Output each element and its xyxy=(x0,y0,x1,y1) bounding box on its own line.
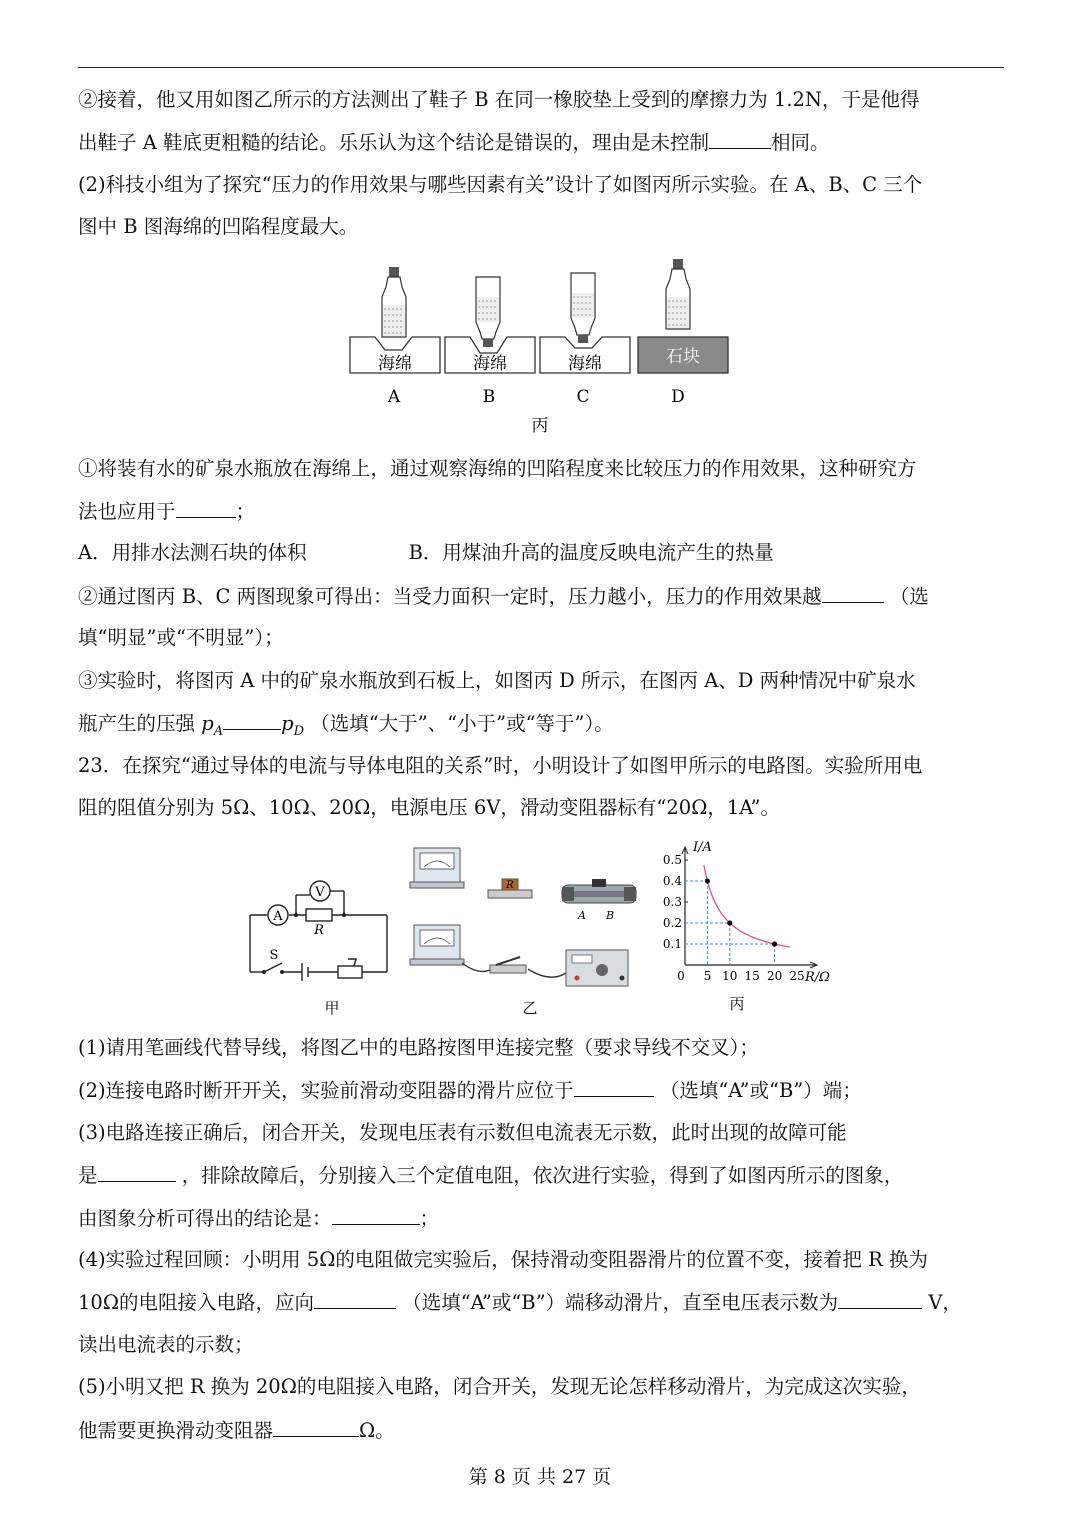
text-line: ②通过图丙 B、C 两图现象可得出：当受力面积一定时，压力越小，压力的作用效果越 （选 xyxy=(78,585,929,608)
text-line: (2)科技小组为了探究“压力的作用效果与哪些因素有关”设计了如图丙所示实验。在 A、B、C 三个 xyxy=(78,173,923,196)
answer-blank[interactable] xyxy=(709,130,771,149)
text-line: 瓶产生的压强 $p_A$ $p_D$ （选填“大于”、“小于”或“等于”）。 xyxy=(78,712,614,739)
panel-letter: D xyxy=(671,387,685,407)
text-line: 他需要更换滑动变阻器 Ω。 xyxy=(78,1419,395,1442)
text-line: ③实验时，将图丙 A 中的矿泉水瓶放到石板上，如图丙 D 所示，在图丙 A、D 两种情况中矿泉水 xyxy=(78,669,916,692)
panel-d xyxy=(638,259,728,407)
resistor-device-label: R xyxy=(506,880,514,891)
text-line: 是 ，排除故障后，分别接入三个定值电阻，依次进行实验，得到了如图丙所示的图象， xyxy=(78,1164,904,1187)
panel-a xyxy=(350,267,440,407)
answer-blank[interactable] xyxy=(822,584,884,603)
text-line: (3)电路连接正确后，闭合开关，发现电压表有示数但电流表无示数，此时出现的故障可能 xyxy=(78,1121,847,1144)
sponge-label: 海绵 xyxy=(378,354,412,374)
text-line: (2)连接电路时断开开关，实验前滑动变阻器的滑片应位于 （选填“A”或“B”）端； xyxy=(78,1079,862,1102)
resistor-label: R xyxy=(314,923,324,938)
header-rule xyxy=(78,67,1004,68)
text-line: 法也应用于 ； xyxy=(78,500,256,523)
switch-device xyxy=(490,957,526,973)
x-axis-label: R/Ω xyxy=(805,970,830,985)
resistor-device xyxy=(488,879,532,898)
answer-blank[interactable] xyxy=(314,1290,396,1309)
ammeter-symbol: A xyxy=(273,909,283,924)
x-tick-label: 15 xyxy=(744,969,760,983)
text-line: 出鞋子 A 鞋底更粗糙的结论。乐乐认为这个结论是错误的，理由是未控制 相同。 xyxy=(78,131,830,154)
sponge-label: 海绵 xyxy=(568,354,602,374)
text-line: 10Ω的电阻接入电路，应向 （选填“A”或“B”）端移动滑片，直至电压表示数为 V， xyxy=(78,1291,962,1314)
x-tick-label: 5 xyxy=(703,969,712,983)
y-tick-label: 0.1 xyxy=(662,937,682,951)
panel-b xyxy=(445,277,535,407)
panel-c xyxy=(540,273,630,407)
stone-label: 石块 xyxy=(666,347,700,367)
caption-bing: 丙 xyxy=(729,995,745,1013)
caption-jia: 甲 xyxy=(324,999,340,1017)
text-line: ②接着，他又用如图乙所示的方法测出了鞋子 B 在同一橡胶垫上受到的摩擦力为 1.2N，于是他得 xyxy=(78,88,920,111)
current-resistance-chart xyxy=(655,835,845,1020)
figure-caption: 丙 xyxy=(531,416,549,436)
apparatus-yi xyxy=(410,848,636,986)
y-tick-label: 0.4 xyxy=(662,874,682,888)
text-line: 读出电流表的示数； xyxy=(78,1333,254,1356)
answer-blank[interactable] xyxy=(838,1290,922,1309)
inverse-curve xyxy=(704,865,790,947)
option-b: B．用煤油升高的温度反映电流产生的热量 xyxy=(408,541,774,564)
switch-label: S xyxy=(269,948,279,963)
text-line: 由图象分析可得出的结论是： ； xyxy=(78,1207,440,1230)
voltmeter-device xyxy=(410,848,464,888)
ammeter-device xyxy=(410,925,464,965)
data-point xyxy=(772,941,777,946)
text-line: (1)请用笔画线代替导线，将图乙中的电路按图甲连接完整（要求导线不交叉）； xyxy=(78,1036,759,1059)
rheostat-a-label: A xyxy=(578,909,586,922)
text-line: 阻的阻值分别为 5Ω、10Ω、20Ω，电源电压 6V，滑动变阻器标有“20Ω，1A”。 xyxy=(78,796,780,819)
text-line: (4)实验过程回顾：小明用 5Ω的电阻做完实验后，保持滑动变阻器滑片的位置不变，接着把 R 换为 xyxy=(78,1248,928,1271)
answer-blank[interactable] xyxy=(574,1078,654,1097)
answer-blank[interactable] xyxy=(176,499,236,518)
text-line: (5)小明又把 R 换为 20Ω的电阻接入电路，闭合开关，发现无论怎样移动滑片，为完成这次实验， xyxy=(78,1375,921,1398)
page-footer: 第 8 页 共 27 页 xyxy=(468,1466,612,1488)
y-axis-label: I/A xyxy=(693,840,712,855)
x-tick-label: 10 xyxy=(722,969,738,983)
text-line: ①将装有水的矿泉水瓶放在海绵上，通过观察海绵的凹陷程度来比较压力的作用效果，这种研究方 xyxy=(78,457,917,480)
y-tick-label: 0.5 xyxy=(662,853,682,867)
data-point xyxy=(727,920,732,925)
sponge-label: 海绵 xyxy=(473,354,507,374)
rheostat-device xyxy=(562,879,636,922)
text-line: 图中 B 图海绵的凹陷程度最大。 xyxy=(78,215,359,238)
caption-yi: 乙 xyxy=(522,999,538,1017)
answer-blank[interactable] xyxy=(223,711,281,730)
panel-letter: A xyxy=(387,387,401,407)
panel-letter: B xyxy=(482,387,496,407)
y-tick-label: 0.2 xyxy=(662,916,682,930)
y-tick-label: 0.3 xyxy=(662,895,682,909)
x-tick-label: 25 xyxy=(789,969,805,983)
option-a: A．用排水法测石块的体积 xyxy=(78,541,307,564)
x-tick-label: 0 xyxy=(677,969,685,983)
answer-blank[interactable] xyxy=(332,1206,420,1225)
power-supply-device xyxy=(566,950,628,986)
answer-blank[interactable] xyxy=(273,1418,359,1437)
x-tick-label: 20 xyxy=(766,969,783,983)
voltmeter-symbol: V xyxy=(315,885,325,900)
data-point xyxy=(705,878,710,883)
text-line: 23．在探究“通过导体的电流与导体电阻的关系”时，小明设计了如图甲所示的电路图。实验所用电 xyxy=(78,754,923,777)
option-line xyxy=(78,541,774,565)
sponge-experiment-figure xyxy=(340,255,740,440)
circuit-figures xyxy=(240,835,640,1020)
answer-blank[interactable] xyxy=(98,1163,176,1182)
text-line: 填“明显”或“不明显”）； xyxy=(78,626,284,649)
panel-letter: C xyxy=(576,387,590,407)
rheostat-b-label: B xyxy=(605,909,615,922)
